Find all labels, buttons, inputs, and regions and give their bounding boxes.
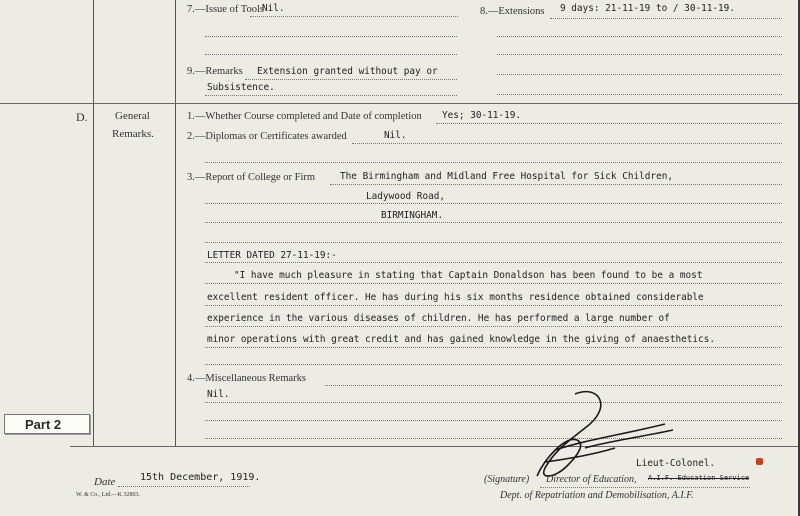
report-label: 3.—Report of College or Firm bbox=[187, 172, 316, 183]
misc-remarks-label: 4.—Miscellaneous Remarks bbox=[187, 373, 306, 384]
diplomas-label: 2.—Diplomas or Certificates awarded bbox=[187, 131, 347, 142]
dotted-line bbox=[205, 162, 782, 163]
date-label: Date bbox=[94, 476, 116, 488]
dotted-line bbox=[352, 143, 782, 144]
dotted-line bbox=[205, 262, 782, 263]
dotted-line bbox=[205, 402, 782, 403]
dotted-line bbox=[205, 305, 782, 306]
footer-rule bbox=[70, 446, 798, 447]
misc-remarks-value: Nil. bbox=[207, 389, 230, 400]
signature-title: Director of Education, bbox=[546, 474, 637, 485]
dotted-line bbox=[205, 347, 782, 348]
section-heading: Remarks. bbox=[112, 128, 154, 140]
dotted-line bbox=[540, 487, 750, 488]
date-value: 15th December, 1919. bbox=[140, 472, 261, 483]
course-completed-value: Yes; 30-11-19. bbox=[442, 110, 522, 121]
dotted-line bbox=[205, 364, 782, 365]
signature-prefix: (Signature) bbox=[484, 474, 530, 485]
remarks-value: Subsistence. bbox=[207, 82, 275, 93]
report-value: Ladywood Road, bbox=[366, 191, 446, 202]
letter-line: experience in the various diseases of children. He has performed a large number of bbox=[207, 313, 670, 324]
section-heading: General bbox=[115, 110, 150, 122]
dotted-line bbox=[245, 79, 457, 80]
dotted-line bbox=[205, 36, 457, 37]
dotted-line bbox=[205, 438, 782, 439]
letter-line: excellent resident officer. He has during his six months residence obtained considerable bbox=[207, 292, 704, 303]
dotted-line bbox=[497, 94, 782, 95]
signatory-rank: Lieut-Colonel. bbox=[636, 458, 716, 469]
issue-of-tools-label: 7.—Issue of Tools bbox=[187, 4, 264, 15]
extensions-value: 9 days: 21-11-19 to / 30-11-19. bbox=[560, 3, 735, 14]
dotted-line bbox=[497, 36, 782, 37]
report-value: The Birmingham and Midland Free Hospital for Sick Children, bbox=[340, 171, 674, 182]
report-value: BIRMINGHAM. bbox=[381, 210, 444, 221]
column-rule bbox=[93, 0, 94, 446]
part-label-tag: Part 2 bbox=[4, 414, 90, 434]
section-divider bbox=[0, 103, 798, 104]
remarks-label: 9.—Remarks bbox=[187, 66, 243, 77]
dotted-line bbox=[205, 283, 782, 284]
dotted-line bbox=[497, 54, 782, 55]
issue-of-tools-value: Nil. bbox=[262, 3, 285, 14]
dotted-line bbox=[205, 203, 782, 204]
dotted-line bbox=[205, 95, 457, 96]
column-rule bbox=[175, 0, 176, 446]
letter-line: minor operations with great credit and has gained knowledge in the giving of anaesthetics. bbox=[207, 334, 715, 345]
signature-icon bbox=[515, 388, 685, 488]
remarks-value: Extension granted without pay or bbox=[257, 66, 438, 77]
letter-line: "I have much pleasure in stating that Captain Donaldson has been found to be a most bbox=[234, 270, 703, 281]
dotted-line bbox=[330, 184, 782, 185]
dotted-line bbox=[205, 54, 457, 55]
dotted-line bbox=[205, 326, 782, 327]
dotted-line bbox=[205, 420, 782, 421]
department-line: Dept. of Repatriation and Demobilisation, A.I.F. bbox=[500, 490, 694, 501]
dotted-line bbox=[325, 385, 782, 386]
course-completed-label: 1.—Whether Course completed and Date of completion bbox=[187, 111, 422, 122]
printer-mark: W. & Co., Ltd.—K 32803. bbox=[76, 492, 140, 498]
diplomas-value: Nil. bbox=[384, 130, 407, 141]
extensions-label: 8.—Extensions bbox=[480, 6, 545, 17]
dotted-line bbox=[205, 222, 782, 223]
dotted-line bbox=[118, 486, 250, 487]
dotted-line bbox=[205, 242, 782, 243]
stamp-mark bbox=[756, 458, 763, 465]
dotted-line bbox=[250, 16, 458, 17]
struck-out-text: A.I.F. Education Service bbox=[648, 474, 750, 482]
dotted-line bbox=[497, 74, 782, 75]
dotted-line bbox=[550, 18, 782, 19]
letter-heading: LETTER DATED 27-11-19:- bbox=[207, 250, 337, 261]
dotted-line bbox=[436, 123, 782, 124]
section-letter: D. bbox=[76, 110, 88, 124]
